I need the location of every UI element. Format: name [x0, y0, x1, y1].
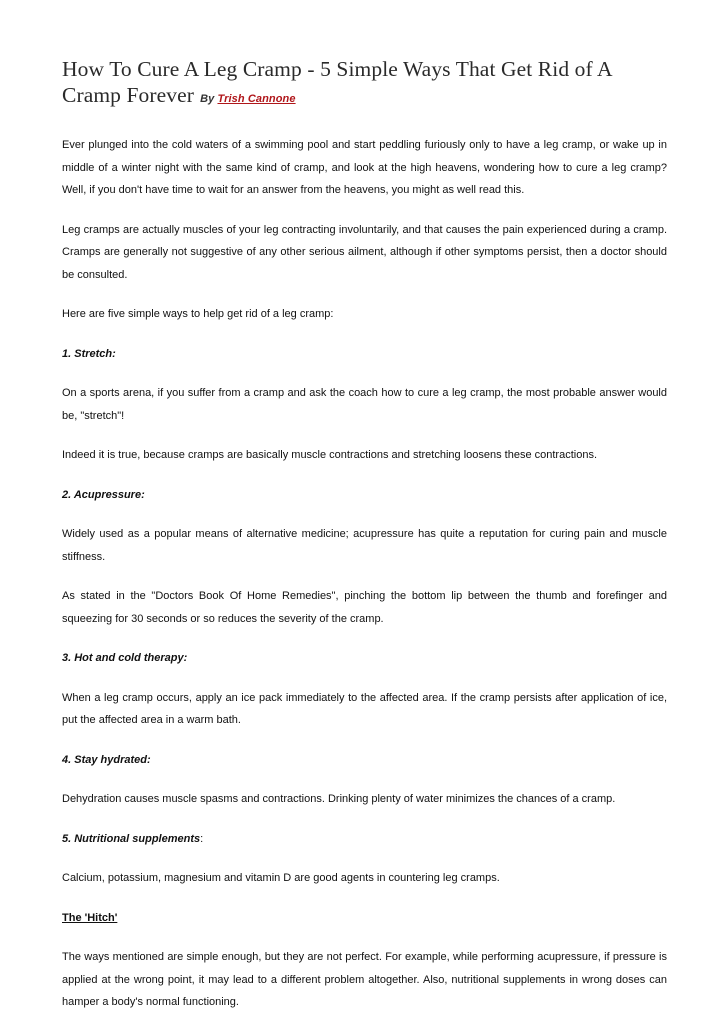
author-link[interactable]: Trish Cannone: [217, 93, 296, 105]
paragraph-acupressure-2: As stated in the "Doctors Book Of Home Remedies", pinching the bottom lip between the thumb and forefinger and squeezing for 30 seconds or so reduces the severity of the cramp.: [62, 590, 667, 625]
paragraph-hot-cold: When a leg cramp occurs, apply an ice pack immediately to the affected area. If the cramp persists after application of ice, put the affected area in a warm bath.: [62, 691, 667, 726]
heading-supplements-text: 5. Nutritional supplements: [62, 832, 201, 845]
paragraph-five-ways: Here are five simple ways to help get rid of a leg cramp:: [62, 308, 334, 320]
article-title: [62, 56, 667, 112]
paragraph-hitch: The ways mentioned are simple enough, but they are not perfect. For example, while performing acupressure, if pressure is applied at the wrong point, it may lead to a different problem altogether. Also, nutritional supplements in wrong doses can hamper a body's normal functioning.: [62, 951, 667, 1008]
paragraph-stretch-1: On a sports arena, if you suffer from a cramp and ask the coach how to cure a leg cramp, the most probable answer would be, "stretch"!: [62, 387, 667, 422]
title-text: How To Cure A Leg Cramp - 5 Simple Ways That Get Rid of A Cramp Forever: [62, 57, 612, 107]
byline-by: By: [200, 93, 215, 105]
heading-stretch: 1. Stretch:: [62, 347, 116, 360]
heading-hitch: The 'Hitch': [62, 911, 118, 924]
paragraph-leg-cramps: Leg cramps are actually muscles of your leg contracting involuntarily, and that causes the pain experienced during a cramp. Cramps are generally not suggestive of any other serious ailment, although if other symptoms persist, then a doctor should be consulted.: [62, 223, 667, 281]
heading-hydrated: 4. Stay hydrated:: [62, 753, 151, 766]
heading-acupressure: 2. Acupressure:: [62, 488, 145, 501]
paragraph-supplements: Calcium, potassium, magnesium and vitamin D are good agents in countering leg cramps.: [62, 872, 500, 884]
intro-paragraph: Ever plunged into the cold waters of a swimming pool and start peddling furiously only to have a leg cramp, or wake up in middle of a winter night with the same kind of cramp, and look at the high heavens, wondering how to cure a leg cramp? Well, if you don't have time to wait for an answer from the heavens, you might as well read this.: [62, 139, 667, 196]
heading-supplements: [62, 828, 667, 851]
heading-hot-cold: 3. Hot and cold therapy:: [62, 652, 188, 664]
paragraph-hydrated: Dehydration causes muscle spasms and contractions. Drinking plenty of water minimizes the chances of a cramp.: [62, 793, 616, 805]
byline: [200, 93, 296, 105]
paragraph-acupressure-1: Widely used as a popular means of alternative medicine; acupressure has quite a reputation for curing pain and muscle stiffness.: [62, 528, 667, 563]
paragraph-stretch-2: Indeed it is true, because cramps are basically muscle contractions and stretching loosens these contractions.: [62, 449, 597, 461]
heading-supplements-colon: :: [200, 832, 204, 845]
